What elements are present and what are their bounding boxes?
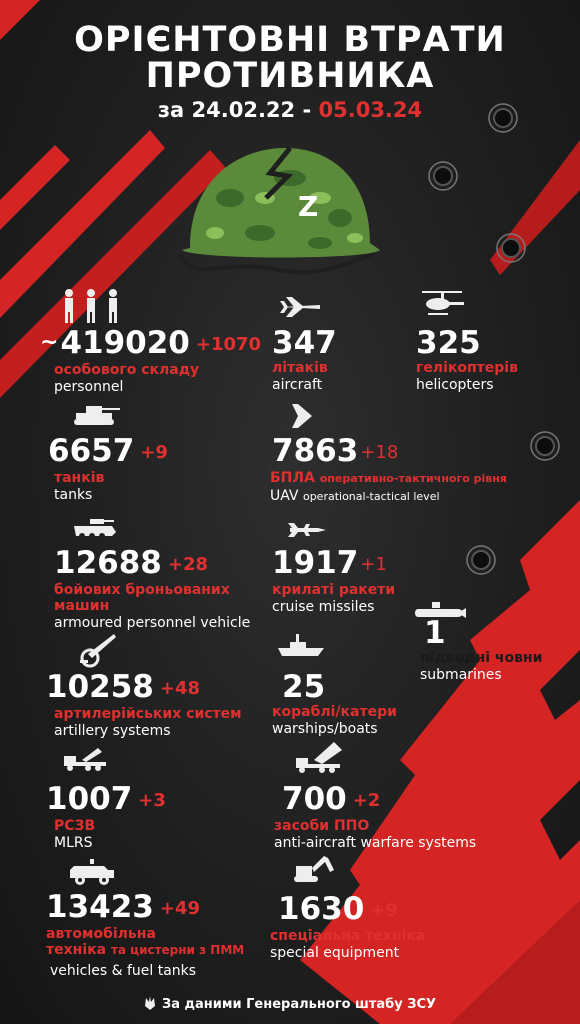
stat-cruise-missiles [272,546,395,616]
tanks-label-en: tanks [54,487,93,503]
vehicles-label-ua-fuel: та цистерни з ПММ [110,943,245,957]
uav-label-ua-sub: оперативно-тактичного рівня [319,472,507,485]
stat-vehicles [46,890,244,980]
date-range [0,98,580,122]
personnel-label-en: personnel [54,379,124,395]
cruise-missiles-value: 1917 [272,545,359,581]
uav-increase: +18 [360,442,399,463]
page-title-line2: ПРОТИВНИКА [145,56,435,96]
artillery-increase: +48 [159,678,200,699]
tank-icon [72,404,122,426]
special-value: 1630 [278,891,365,927]
special-increase: +9 [370,900,398,921]
apv-label-ua-line1: бойових броньованих [54,582,230,598]
helicopters-label-en: helicopters [416,377,494,393]
uav-value: 7863 [272,433,359,469]
jet-icon [280,296,322,318]
helmet-icon [170,138,390,288]
svg-text:Z: Z [298,190,319,223]
missile-icon [288,522,328,538]
stat-warships [272,669,397,738]
apc-icon [72,518,118,542]
tanks-label-ua: танків [54,470,105,486]
stat-artillery [46,670,242,740]
submarines-value: 1 [424,615,446,651]
cruise-missiles-label-en: cruise missiles [272,599,375,615]
air-defense-value: 700 [282,781,347,817]
stat-uav [272,434,507,506]
date-start: за 24.02.22 - [157,98,312,122]
humvee-icon [68,858,118,886]
stat-mlrs [46,782,166,852]
helicopters-value: 325 [416,325,481,361]
vehicles-value: 13423 [46,889,154,925]
warships-label-en: warships/boats [272,721,378,737]
air-defense-label-en: anti-aircraft warfare systems [274,835,477,851]
personnel-increase: +1070 [195,334,262,355]
date-end: 05.03.24 [318,98,423,122]
personnel-label-ua: особового складу [54,362,200,378]
mlrs-label-en: MLRS [54,835,93,851]
stat-aircraft [272,326,337,394]
stat-personnel [40,326,261,396]
helicopter-icon [418,288,468,322]
vehicles-label-ua-line1: автомобільна [46,926,156,942]
mlrs-value: 1007 [46,781,133,817]
special-label-ua: спеціальна техніка [270,928,426,944]
cruise-missiles-label-ua: крилаті ракети [272,582,396,598]
stat-special [270,891,426,962]
mlrs-icon [60,746,110,774]
uav-label-ua: БПЛА [270,470,315,486]
apv-value: 12688 [54,545,162,581]
uav-label-en-sub: operational-tactical level [302,490,440,503]
cruise-missiles-increase: +1 [360,554,387,575]
submarines-label-ua: підводні човни [420,650,543,666]
stat-tanks [48,434,168,504]
footer-source [0,996,580,1012]
stat-helicopters [416,326,518,394]
vehicles-increase: +49 [159,898,200,919]
air-defense-increase: +2 [352,790,381,811]
tanks-increase: +9 [140,442,168,463]
mlrs-label-ua: РСЗВ [54,818,96,834]
apv-label-en: armoured personnel vehicle [54,615,251,631]
soldiers-icon [58,288,126,324]
submarines-label-en: submarines [420,667,502,683]
aircraft-value: 347 [272,325,337,361]
mlrs-increase: +3 [138,790,166,811]
aircraft-label-ua: літаків [272,360,328,376]
helicopters-label-ua: гелікоптерів [416,360,518,376]
personnel-value: 419020 [60,325,190,361]
uav-label-en: UAV [270,488,299,504]
vehicles-label-en: vehicles & fuel tanks [50,963,197,979]
warships-value: 25 [282,669,326,705]
aircraft-label-en: aircraft [272,377,323,393]
tanks-value: 6657 [48,433,135,469]
footer-text: За даними Генерального штабу ЗСУ [161,997,437,1012]
drone-icon [288,402,314,430]
warship-icon [276,632,326,660]
artillery-value: 10258 [46,669,154,705]
warships-label-ua: кораблі/катери [272,704,397,720]
apv-label-ua-line2: машин [54,598,110,614]
stat-submarines [420,615,543,684]
trident-icon [144,996,156,1010]
air-defense-icon [292,740,346,776]
air-defense-label-ua: засоби ППО [274,818,370,834]
special-label-en: special equipment [270,945,400,961]
approx-sign: ~ [40,330,59,355]
page-title-line1: ОРІЄНТОВНІ ВТРАТИ [74,20,506,60]
artillery-label-ua: артилерійських систем [54,706,242,722]
stat-air-defense [274,781,477,852]
apv-increase: +28 [167,554,208,575]
excavator-icon [292,854,336,886]
vehicles-label-ua-line2: техніка [46,942,107,958]
stat-apv [54,546,250,632]
cannon-icon [78,632,118,668]
artillery-label-en: artillery systems [54,723,171,739]
